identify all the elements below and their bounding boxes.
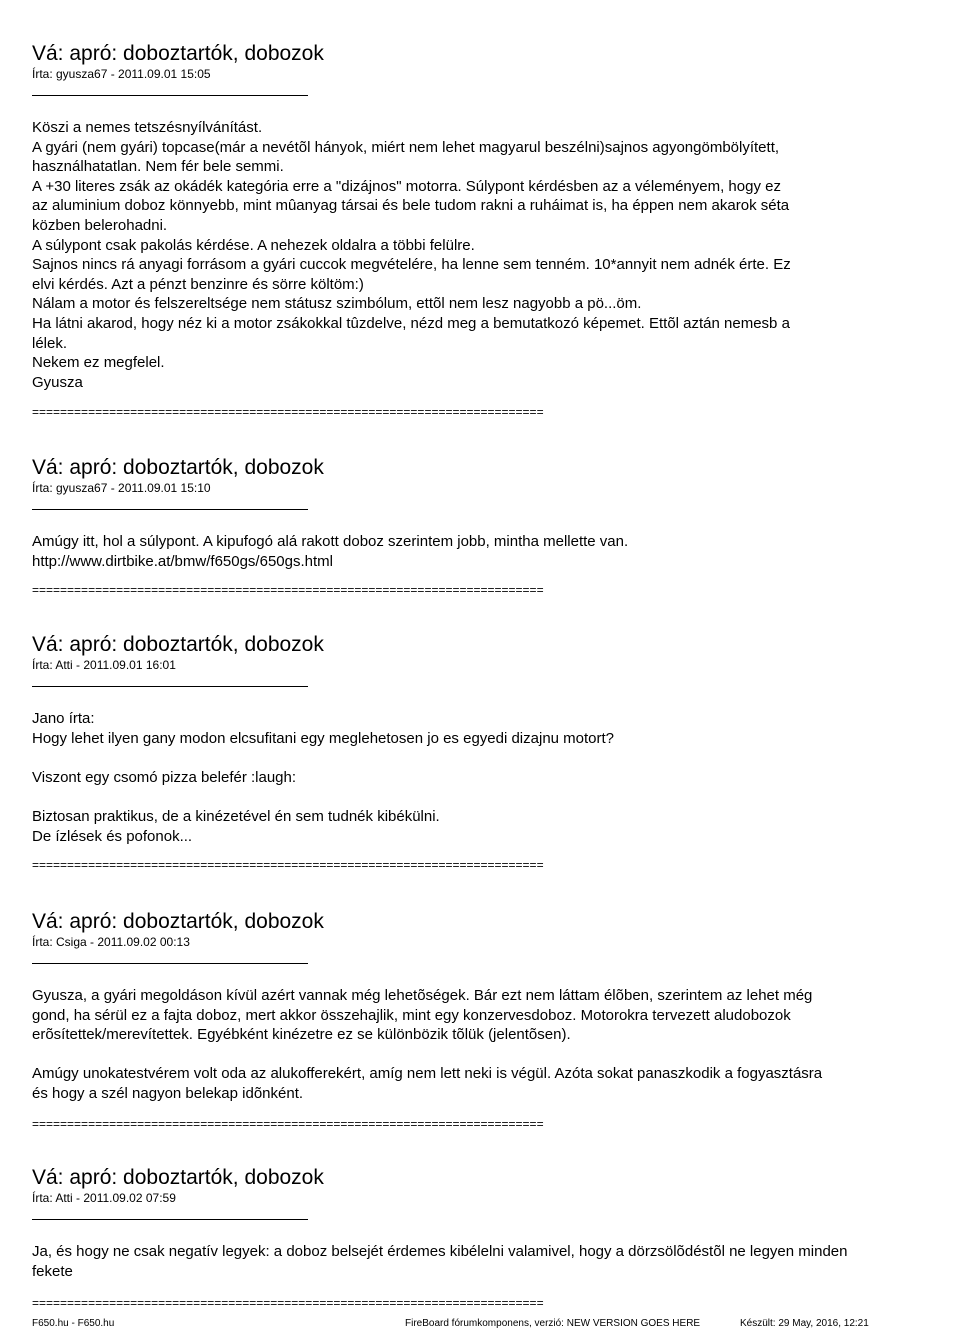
post-text-line: Biztosan praktikus, de a kinézetével én sem tudnék kibékülni.	[32, 807, 440, 825]
post-text-line: lélek.	[32, 334, 68, 352]
forum-post	[32, 456, 932, 571]
post-body	[32, 986, 932, 1104]
post-header-rule	[32, 95, 308, 96]
forum-post	[32, 42, 932, 392]
post-text-line: Gyusza	[32, 373, 83, 391]
post-title: Vá: apró: doboztartók, dobozok	[32, 910, 324, 933]
post-text-line: és hogy a szél nagyon belekap idõnként.	[32, 1084, 304, 1102]
post-body	[32, 118, 932, 392]
post-text-line: A gyári (nem gyári) topcase(már a nevétõl hányok, miért nem lehet magyarul beszélni)sajnos agyongömbölyített,	[32, 138, 780, 156]
post-author-date: Írta: Csiga - 2011.09.02 00:13	[32, 935, 190, 949]
post-separator: =========================================================================	[32, 1296, 544, 1310]
post-text-line: elvi kérdés. Azt a pénzt benzinre és sörre költöm:)	[32, 275, 364, 293]
post-author-date: Írta: Atti - 2011.09.02 07:59	[32, 1191, 176, 1205]
blank-line	[32, 748, 932, 768]
post-text-line: használhatatlan. Nem fér bele semmi.	[32, 158, 284, 176]
post-text-line: fekete	[32, 1262, 73, 1280]
post-text-line: gond, ha sérül ez a fajta doboz, mert akkor összehajlik, mint egy konzervesdoboz. Motorokra tervezett aludobozok	[32, 1006, 791, 1024]
post-title: Vá: apró: doboztartók, dobozok	[32, 456, 324, 479]
post-separator: =========================================================================	[32, 583, 544, 597]
post-text-line: közben belerohadni.	[32, 216, 168, 234]
post-header-rule	[32, 509, 308, 510]
post-text-line: Gyusza, a gyári megoldáson kívül azért vannak még lehetõségek. Bár ezt nem láttam élõben, szerintem az lehet még	[32, 987, 813, 1004]
footer-generated: Készült: 29 May, 2016, 12:21	[740, 1318, 869, 1329]
post-text-line: Nekem ez megfelel.	[32, 354, 165, 372]
post-author-date: Írta: gyusza67 - 2011.09.01 15:05	[32, 67, 211, 81]
forum-post	[32, 910, 932, 1104]
post-body	[32, 532, 932, 571]
post-body	[32, 709, 932, 846]
post-text-line: Amúgy unokatestvérem volt oda az alukofferekért, amíg nem lett neki is végül. Azóta sokat panaszkodik a fogyasztásra	[32, 1065, 823, 1083]
post-header-rule	[32, 963, 308, 964]
post-text-line: De ízlések és pofonok...	[32, 827, 193, 845]
post-title: Vá: apró: doboztartók, dobozok	[32, 633, 324, 656]
post-text-line: A +30 literes zsák az okádék kategória erre a "dizájnos" motorra. Súlypont kérdésben az a véleményem, hogy ez	[32, 177, 781, 195]
post-header-rule	[32, 1219, 308, 1220]
post-text-line: az aluminium doboz könnyebb, mint mûanyag társai és bele tudom rakni a ruháimat is, ha éppen nem akarok séta	[32, 197, 790, 215]
post-text-line: Ja, és hogy ne csak negatív legyek: a doboz belsejét érdemes kibélelni valamivel, hogy a dörzsölõdéstõl ne legyen minden	[32, 1243, 848, 1260]
post-text-line: http://www.dirtbike.at/bmw/f650gs/650gs.html	[32, 552, 333, 570]
post-text-line: Sajnos nincs rá anyagi forrásom a gyári cuccok megvételére, ha lenne sem tenném. 10*annyit nem adnék érte. Ez	[32, 256, 791, 274]
post-text-line: Amúgy itt, hol a súlypont. A kipufogó alá rakott doboz szerintem jobb, mintha mellette van.	[32, 533, 629, 550]
post-text-line: A súlypont csak pakolás kérdése. A nehezek oldalra a többi felülre.	[32, 236, 475, 254]
post-title: Vá: apró: doboztartók, dobozok	[32, 42, 324, 65]
post-title: Vá: apró: doboztartók, dobozok	[32, 1166, 324, 1189]
post-author-date: Írta: gyusza67 - 2011.09.01 15:10	[32, 481, 211, 495]
post-text-line: Nálam a motor és felszereltsége nem státusz szimbólum, ettõl nem lesz nagyobb a pö...öm.	[32, 295, 642, 313]
post-text-line: Jano írta:	[32, 710, 95, 727]
blank-line	[32, 1045, 932, 1065]
post-text-line: Viszont egy csomó pizza belefér :laugh:	[32, 768, 297, 786]
post-header-rule	[32, 686, 308, 687]
post-text-line: Ha látni akarod, hogy néz ki a motor zsákokkal tûzdelve, nézd meg a bemutatkozó képemet. Ettõl aztán nemesb a	[32, 314, 790, 332]
post-separator: =========================================================================	[32, 405, 544, 419]
footer-site: F650.hu - F650.hu	[32, 1318, 115, 1329]
footer-software: FireBoard fórumkomponens, verzió: NEW VERSION GOES HERE	[405, 1318, 701, 1329]
forum-post	[32, 633, 932, 846]
post-separator: =========================================================================	[32, 1117, 544, 1131]
post-separator: =========================================================================	[32, 858, 544, 872]
forum-post	[32, 1166, 932, 1281]
blank-line	[32, 787, 932, 807]
post-author-date: Írta: Atti - 2011.09.01 16:01	[32, 658, 176, 672]
post-text-line: Hogy lehet ilyen gany modon elcsufitani egy meglehetosen jo es egyedi dizajnu motort?	[32, 729, 615, 747]
post-text-line: Köszi a nemes tetszésnyílvánítást.	[32, 119, 263, 136]
post-body	[32, 1242, 932, 1281]
post-text-line: erõsítettek/merevítettek. Egyébként kinézetre ez se különbözik tõlük (jelentõsen).	[32, 1026, 571, 1044]
